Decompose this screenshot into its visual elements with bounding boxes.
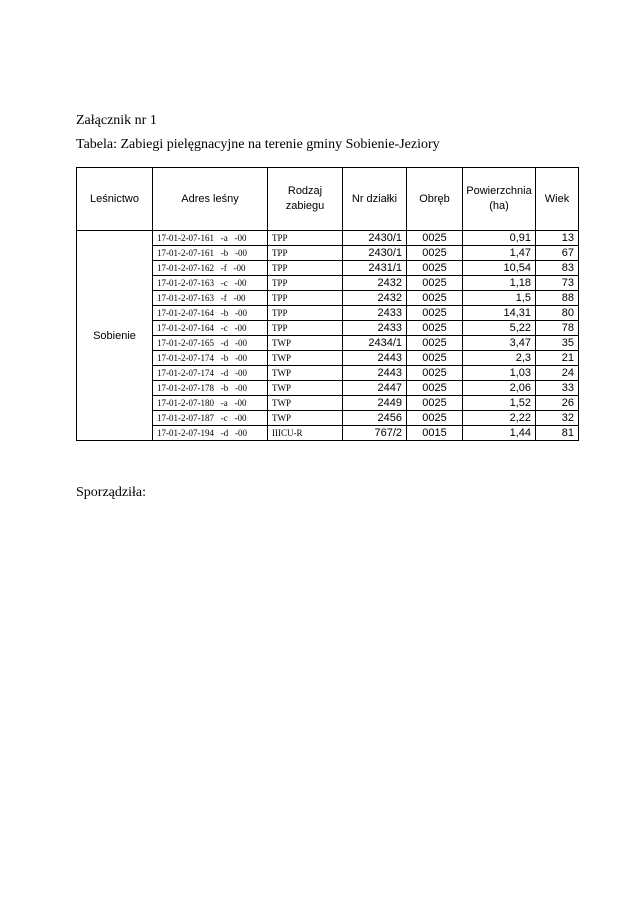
obreb-cell: 0025 [407,231,463,246]
adres-cell: 17-01-2-07-163 -f -00 [153,291,268,306]
rodzaj-cell: TPP [268,306,343,321]
header-wiek: Wiek [536,168,579,231]
lesnictwo-cell: Sobienie [77,231,153,441]
powierzchnia-cell: 1,47 [463,246,536,261]
powierzchnia-cell: 14,31 [463,306,536,321]
obreb-cell: 0025 [407,396,463,411]
powierzchnia-cell: 1,44 [463,426,536,441]
wiek-cell: 33 [536,381,579,396]
rodzaj-cell: TPP [268,261,343,276]
adres-cell: 17-01-2-07-161 -b -00 [153,246,268,261]
adres-cell: 17-01-2-07-180 -a -00 [153,396,268,411]
annex-label: Załącznik nr 1 [76,113,157,128]
powierzchnia-cell: 1,52 [463,396,536,411]
wiek-cell: 73 [536,276,579,291]
wiek-cell: 67 [536,246,579,261]
table-row [77,321,579,336]
obreb-cell: 0025 [407,411,463,426]
rodzaj-cell: TPP [268,321,343,336]
header-lesnictwo: Leśnictwo [77,168,153,231]
rodzaj-cell: TPP [268,246,343,261]
obreb-cell: 0025 [407,351,463,366]
rodzaj-cell: IIICU-R [268,426,343,441]
rodzaj-cell: TWP [268,351,343,366]
wiek-cell: 88 [536,291,579,306]
dzialka-cell: 2433 [343,306,407,321]
table-row [77,411,579,426]
table-body [77,231,579,441]
wiek-cell: 78 [536,321,579,336]
adres-cell: 17-01-2-07-165 -d -00 [153,336,268,351]
table-caption: Tabela: Zabiegi pielęgnacyjne na terenie gminy Sobienie-Jeziory [76,137,440,152]
header-nr-dzialki: Nr działki [343,168,407,231]
header-rodzaj-line1: Rodzaj [287,185,323,197]
obreb-cell: 0025 [407,381,463,396]
table-row [77,426,579,441]
adres-cell: 17-01-2-07-174 -d -00 [153,366,268,381]
table-row [77,231,579,246]
dzialka-cell: 2456 [343,411,407,426]
rodzaj-cell: TWP [268,336,343,351]
obreb-cell: 0025 [407,306,463,321]
dzialka-cell: 2432 [343,276,407,291]
adres-cell: 17-01-2-07-187 -c -00 [153,411,268,426]
rodzaj-cell: TWP [268,411,343,426]
powierzchnia-cell: 1,18 [463,276,536,291]
signature-label: Sporządziła: [76,485,146,500]
powierzchnia-cell: 1,03 [463,366,536,381]
adres-cell: 17-01-2-07-178 -b -00 [153,381,268,396]
obreb-cell: 0025 [407,246,463,261]
table-row [77,306,579,321]
dzialka-cell: 2430/1 [343,231,407,246]
powierzchnia-cell: 0,91 [463,231,536,246]
obreb-cell: 0025 [407,321,463,336]
dzialka-cell: 2449 [343,396,407,411]
obreb-cell: 0025 [407,366,463,381]
wiek-cell: 21 [536,351,579,366]
table-row [77,261,579,276]
header-rodzaj [268,168,343,231]
adres-cell: 17-01-2-07-164 -c -00 [153,321,268,336]
wiek-cell: 81 [536,426,579,441]
rodzaj-cell: TWP [268,396,343,411]
table-row [77,396,579,411]
rodzaj-cell: TPP [268,231,343,246]
rodzaj-cell: TPP [268,291,343,306]
wiek-cell: 80 [536,306,579,321]
rodzaj-cell: TPP [268,276,343,291]
wiek-cell: 35 [536,336,579,351]
table-row [77,246,579,261]
wiek-cell: 13 [536,231,579,246]
header-powierzchnia-line2: (ha) [489,200,509,212]
header-powierzchnia-line1: Powierzchnia [466,185,532,197]
dzialka-cell: 2433 [343,321,407,336]
dzialka-cell: 2434/1 [343,336,407,351]
obreb-cell: 0025 [407,261,463,276]
powierzchnia-cell: 3,47 [463,336,536,351]
table-row [77,291,579,306]
wiek-cell: 26 [536,396,579,411]
powierzchnia-cell: 2,3 [463,351,536,366]
obreb-cell: 0025 [407,336,463,351]
dzialka-cell: 2443 [343,351,407,366]
dzialka-cell: 767/2 [343,426,407,441]
obreb-cell: 0015 [407,426,463,441]
adres-cell: 17-01-2-07-174 -b -00 [153,351,268,366]
header-rodzaj-line2: zabiegu [285,200,325,212]
adres-cell: 17-01-2-07-164 -b -00 [153,306,268,321]
header-adres: Adres leśny [153,168,268,231]
obreb-cell: 0025 [407,276,463,291]
dzialka-cell: 2443 [343,366,407,381]
wiek-cell: 32 [536,411,579,426]
powierzchnia-cell: 5,22 [463,321,536,336]
dzialka-cell: 2432 [343,291,407,306]
powierzchnia-cell: 10,54 [463,261,536,276]
powierzchnia-cell: 1,5 [463,291,536,306]
table-header-row [77,168,579,231]
adres-cell: 17-01-2-07-161 -a -00 [153,231,268,246]
table-row [77,336,579,351]
powierzchnia-cell: 2,06 [463,381,536,396]
table-row [77,381,579,396]
table-row [77,276,579,291]
adres-cell: 17-01-2-07-162 -f -00 [153,261,268,276]
wiek-cell: 83 [536,261,579,276]
header-obreb: Obręb [407,168,463,231]
obreb-cell: 0025 [407,291,463,306]
header-powierzchnia [463,168,536,231]
adres-cell: 17-01-2-07-163 -c -00 [153,276,268,291]
dzialka-cell: 2447 [343,381,407,396]
rodzaj-cell: TWP [268,366,343,381]
adres-cell: 17-01-2-07-194 -d -00 [153,426,268,441]
table-row [77,366,579,381]
dzialka-cell: 2431/1 [343,261,407,276]
rodzaj-cell: TWP [268,381,343,396]
table-row [77,351,579,366]
treatments-table [76,167,579,441]
powierzchnia-cell: 2,22 [463,411,536,426]
dzialka-cell: 2430/1 [343,246,407,261]
wiek-cell: 24 [536,366,579,381]
